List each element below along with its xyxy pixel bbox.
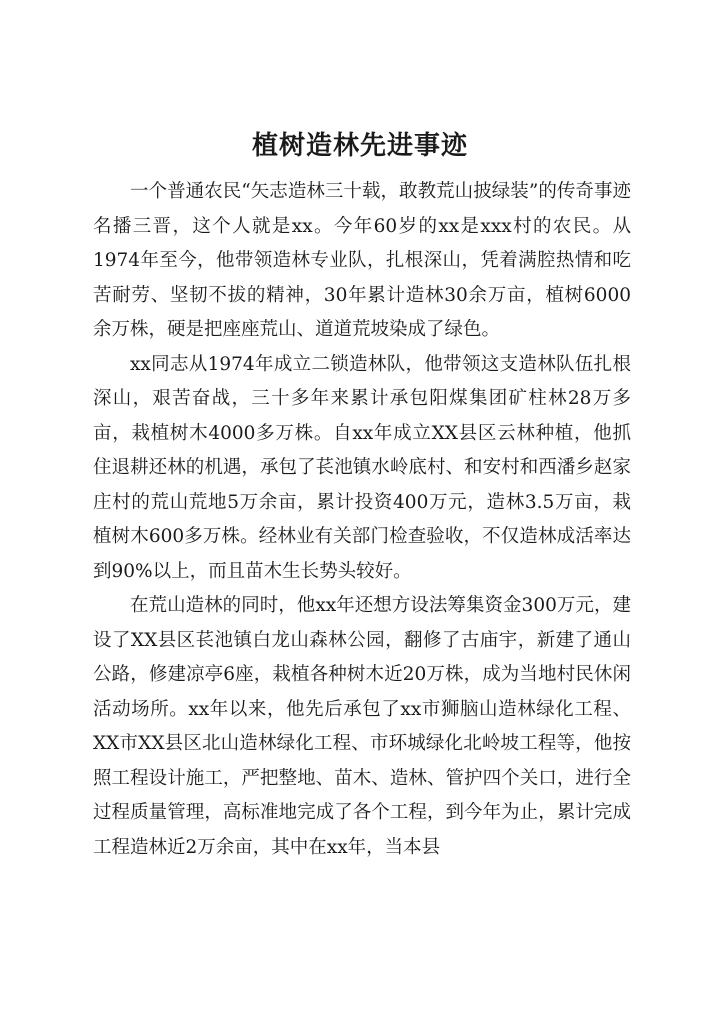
paragraph: xx同志从1974年成立二锁造林队，他带领这支造林队伍扎根深山，艰苦奋战，三十多年来累计承包阳煤集团矿柱林28万多亩，栽植树木4000多万株。自xx年成立XX县区云林种植，他抓住退耕还林的机遇，承包了苌池镇水岭底村、和安村和西潘乡赵家庄村的荒山荒地5万余亩，累计投资400万元，造林3.5万亩，栽植树木600多万株。经林业有关部门检查验收，不仅造林成活率达到90%以上，而且苗木生长势头较好。 (93, 353, 631, 582)
document-title: 植树造林先进事迹 (251, 131, 468, 161)
document-body (93, 175, 631, 865)
paragraph: 一个普通农民“矢志造林三十载，敢教荒山披绿装”的传奇事迹名播三晋，这个人就是xx。今年60岁的xx是xxx村的农民。从1974年至今，他带领造林专业队，扎根深山，凭着满腔热情和吃苦耐劳、坚韧不拔的精神，30年累计造林30余万亩，植树6000余万株，硬是把座座荒山、道道荒坡染成了绿色。 (93, 181, 631, 340)
paragraph: 在荒山造林的同时，他xx年还想方设法筹集资金300万元，建设了XX县区苌池镇白龙山森林公园，翻修了古庙宇，新建了通山公路，修建凉亭6座，栽植各种树木近20万株，成为当地村民休闲活动场所。xx年以来，他先后承包了xx市狮脑山造林绿化工程、XX市XX县区北山造林绿化工程、市环城绿化北岭坡工程等，他按照工程设计施工，严把整地、苗木、造林、管护四个关口，进行全过程质量管理，高标准地完成了各个工程，到今年为止，累计完成工程造林近2万余亩，其中在xx年，当本县 (93, 595, 631, 858)
